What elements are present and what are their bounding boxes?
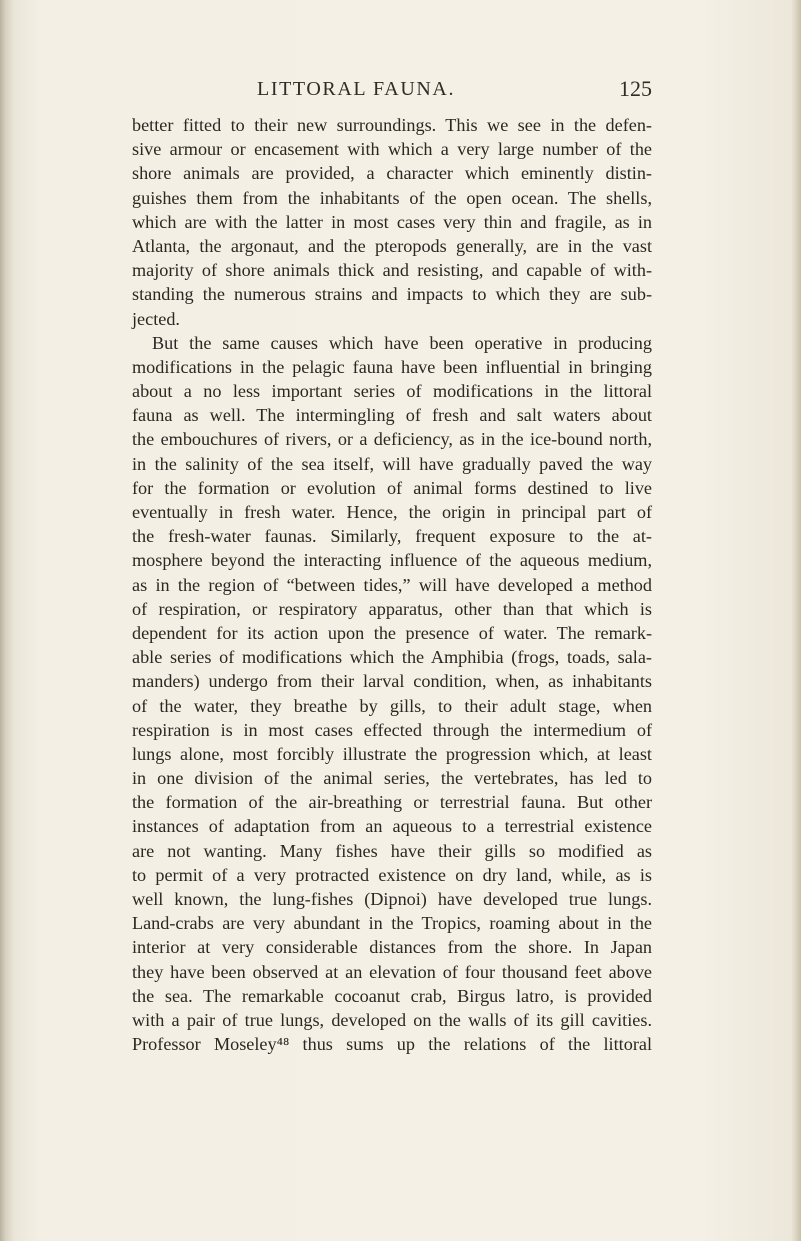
- text-line: which are with the latter in most cases very thin and fragile, as in: [132, 211, 652, 232]
- text-line: the sea. The remarkable cocoanut crab, Birgus latro, is provided: [132, 985, 652, 1006]
- text-line: mosphere beyond the interacting influence of the aqueous medium,: [132, 550, 652, 571]
- text-line: about a no less important series of modifications in the littoral: [132, 381, 652, 402]
- running-head: [132, 74, 652, 114]
- text-line: modifications in the pelagic fauna have been influential in bringing: [132, 356, 652, 377]
- text-line: the formation of the air-breathing or terrestrial fauna. But other: [132, 792, 652, 813]
- text-line: in the salinity of the sea itself, will have gradually paved the way: [132, 453, 652, 474]
- text-line: lungs alone, most forcibly illustrate the progression which, at least: [132, 743, 652, 764]
- text-line: Land-crabs are very abundant in the Tropics, roaming about in the: [132, 913, 652, 934]
- gutter-shadow: [0, 0, 14, 1241]
- text-line: they have been observed at an elevation of four thousand feet above: [132, 961, 652, 982]
- text-line: fauna as well. The intermingling of fresh and salt waters about: [132, 405, 652, 426]
- text-line: shore animals are provided, a character which eminently distin-: [132, 163, 652, 184]
- text-line: Atlanta, the argonaut, and the pteropods generally, are in the vast: [132, 235, 652, 256]
- text-line: better fitted to their new surroundings. This we see in the defen-: [132, 115, 652, 135]
- text-line: But the same causes which have been operative in producing: [152, 332, 652, 353]
- text-line: as in the region of “between tides,” will have developed a method: [132, 574, 652, 595]
- text-line: the fresh-water faunas. Similarly, frequent exposure to the at-: [132, 526, 652, 547]
- text-line: respiration is in most cases effected through the intermedium of: [132, 719, 652, 740]
- text-line: of the water, they breathe by gills, to their adult stage, when: [132, 695, 652, 716]
- text-line: instances of adaptation from an aqueous to a terrestrial existence: [132, 816, 652, 837]
- text-line: for the formation or evolution of animal forms destined to live: [132, 477, 652, 498]
- text-line: standing the numerous strains and impacts to which they are sub-: [132, 284, 652, 305]
- page-number: 125: [619, 76, 652, 101]
- text-line: in one division of the animal series, the vertebrates, has led to: [132, 768, 652, 789]
- text-line: well known, the lung-fishes (Dipnoi) have developed true lungs.: [132, 889, 652, 909]
- text-line: to permit of a very protracted existence on dry land, while, as is: [132, 864, 652, 885]
- text-line: dependent for its action upon the presence of water. The remark-: [132, 622, 652, 643]
- text-line: manders) undergo from their larval condition, when, as inhabitants: [132, 671, 652, 692]
- text-line: majority of shore animals thick and resisting, and capable of with-: [132, 260, 652, 281]
- text-line: sive armour or encasement with which a very large number of the: [132, 139, 652, 160]
- running-title: LITTORAL FAUNA.: [257, 78, 456, 100]
- text-line: Professor Moseley⁴⁸ thus sums up the relations of the littoral: [132, 1034, 652, 1055]
- text-line: interior at very considerable distances from the shore. In Japan: [132, 937, 652, 958]
- text-line: the embouchures of rivers, or a deficiency, as in the ice-bound north,: [132, 429, 652, 450]
- text-line: able series of modifications which the Amphibia (frogs, toads, sala-: [132, 647, 652, 668]
- text-line: of respiration, or respiratory apparatus, other than that which is: [132, 598, 652, 619]
- text-line: are not wanting. Many fishes have their gills so modified as: [132, 840, 652, 861]
- text-line: eventually in fresh water. Hence, the origin in principal part of: [132, 502, 652, 522]
- text-line: with a pair of true lungs, developed on the walls of its gill cavities.: [132, 1009, 652, 1030]
- text-line: guishes them from the inhabitants of the open ocean. The shells,: [132, 187, 652, 208]
- text-line: jected.: [132, 308, 180, 329]
- body-text: [132, 113, 652, 1056]
- page-edge: [791, 0, 801, 1241]
